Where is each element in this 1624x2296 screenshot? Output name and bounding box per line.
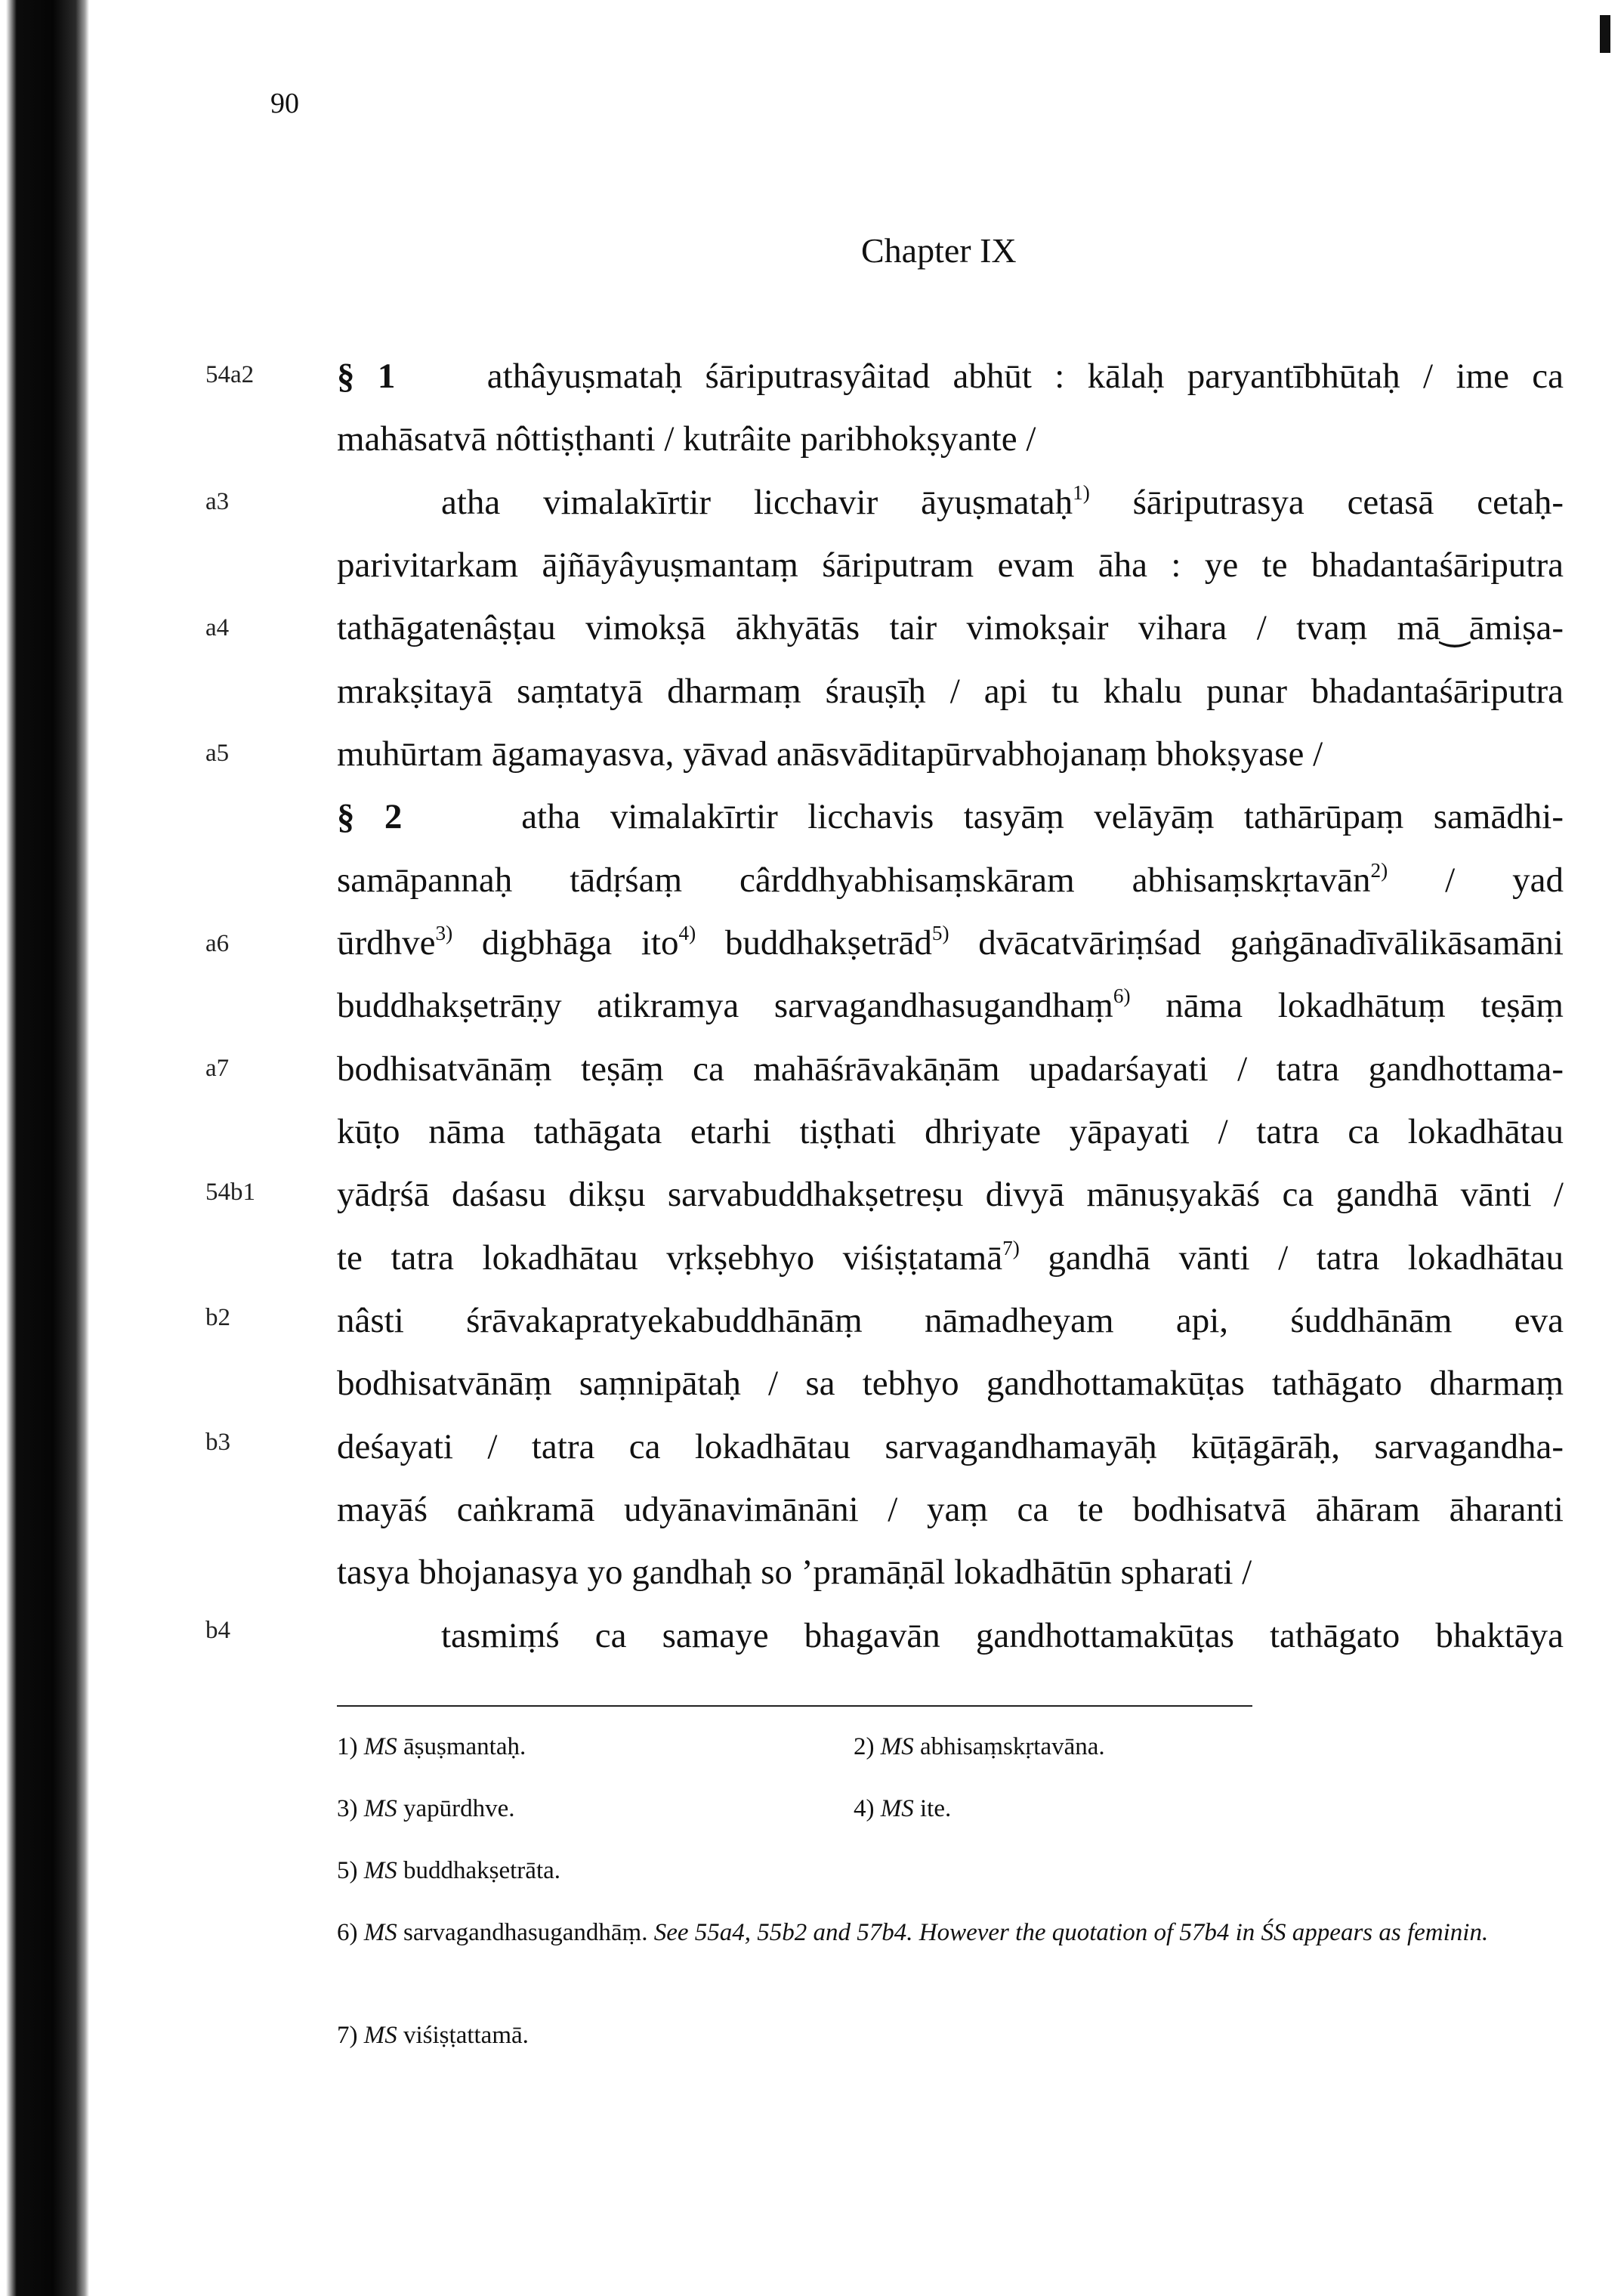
- text-line-18: deśayati / tatra ca lokadhātau sarvagandhamayāḥ kūṭāgārāḥ, sarvagandha-: [337, 1427, 1564, 1466]
- margin-label-a5: a5: [205, 740, 230, 767]
- margin-label-a7: a7: [205, 1055, 230, 1082]
- scan-corner-mark: [1600, 15, 1610, 53]
- footnote-ref-1: 1): [1073, 481, 1090, 504]
- margin-label-54a2: 54a2: [205, 361, 255, 388]
- text-line-16: nâsti śrāvakapratyekabuddhānāṃ nāmadheyam api, śuddhānām eva: [337, 1301, 1564, 1340]
- text-line-14: yādṛśā daśasu dikṣu sarvabuddhakṣetreṣu divyā mānuṣyakāś ca gandhā vānti /: [337, 1175, 1564, 1214]
- text-line-15: te tatra lokadhātau vṛkṣebhyo viśiṣṭatamā$^{7)}$ gandhā vānti / tatra lokadhātau: [337, 1236, 1564, 1278]
- footnote-4: 4) MS ite.: [854, 1795, 952, 1822]
- text-line-7: muhūrtam āgamayasva, yāvad anāsvāditapūrvabhojanaṃ bhokṣyase /: [337, 734, 1323, 774]
- footnote-ref-2: 2): [1370, 858, 1388, 882]
- footnote-2: 2) MS abhisaṃskṛtavāna.: [854, 1733, 1105, 1760]
- text-line-13: kūṭo nāma tathāgata etarhi tiṣṭhati dhriyate yāpayati / tatra ca lokadhātau: [337, 1112, 1564, 1151]
- footnote-ref-7: 7): [1002, 1236, 1020, 1259]
- footnote-6: 6) MS sarvagandhasugandhāṃ. See 55a4, 55b2 and 57b4. However the quotation of 57b4 in ŚS appears as feminin.: [337, 1919, 1489, 1946]
- text-line-1: § 1 athâyuṣmataḥ śāriputrasyâitad abhūt : kālaḥ paryantībhūtaḥ / ime ca: [337, 357, 1564, 396]
- text-line-8: § 2 atha vimalakīrtir licchavis tasyāṃ velāyāṃ tathārūpaṃ samādhi-: [337, 797, 1564, 836]
- margin-label-a4: a4: [205, 614, 230, 641]
- text-line-5: tathāgatenâṣṭau vimokṣā ākhyātās tair vimokṣair vihara / tvaṃ mā‿āmiṣa-: [337, 608, 1564, 647]
- text-line-2: mahāsatvā nôttiṣṭhanti / kutrâite paribhokṣyante /: [337, 419, 1036, 459]
- text-line-9: samāpannaḥ tādṛśaṃ cârddhyabhisaṃskāram abhisaṃskṛtavān$^{2)}$ / yad: [337, 858, 1564, 900]
- footnote-5: 5) MS buddhakṣetrāta.: [337, 1857, 561, 1884]
- section-mark-1: § 1: [337, 357, 396, 396]
- text-line-20: tasya bhojanasya yo gandhaḥ so ’pramāṇāl lokadhātūn spharati /: [337, 1553, 1252, 1592]
- text-line-21: tasmiṃś ca samaye bhagavān gandhottamakūṭas tathāgato bhaktāya: [441, 1616, 1564, 1655]
- footnote-3: 3) MS yapūrdhve.: [337, 1795, 515, 1822]
- margin-label-a6: a6: [205, 930, 230, 957]
- text-line-10: ūrdhve$^{3)}$ digbhāga ito$^{4)}$ buddhakṣetrād$^{5)}$ dvācatvāriṃśad gaṅgānadīvālikāsamāni: [337, 921, 1564, 963]
- margin-label-b3: b3: [205, 1429, 230, 1456]
- text-line-3: atha vimalakīrtir licchavir āyuṣmataḥ$^{1)}$ śāriputrasya cetasā cetaḥ-: [441, 481, 1564, 522]
- footnote-ref-6: 6): [1113, 984, 1131, 1007]
- footnote-ref-4: 4): [678, 921, 696, 944]
- footnote-7: 7) MS viśiṣṭattamā.: [337, 2022, 529, 2049]
- text-line-12: bodhisatvānāṃ teṣāṃ ca mahāśrāvakāṇām upadarśayati / tatra gandhottama-: [337, 1049, 1564, 1089]
- margin-label-a3: a3: [205, 488, 230, 515]
- footnote-divider: [337, 1705, 1252, 1707]
- text-line-6: mrakṣitayā saṃtatyā dharmaṃ śrauṣīḥ / api tu khalu punar bhadantaśāriputra: [337, 672, 1564, 711]
- footnote-ref-5: 5): [931, 921, 949, 944]
- text-line-4: parivitarkam ājñāyâyuṣmantaṃ śāriputram evam āha : ye te bhadantaśāriputra: [337, 545, 1564, 585]
- footnote-1: 1) MS āṣuṣmantaḥ.: [337, 1733, 526, 1760]
- chapter-title: Chapter IX: [861, 231, 1017, 270]
- section-mark-2: § 2: [337, 797, 403, 836]
- footnote-ref-3: 3): [435, 921, 453, 944]
- text-line-17: bodhisatvānāṃ saṃnipātaḥ / sa tebhyo gandhottamakūṭas tathāgato dharmaṃ: [337, 1364, 1564, 1403]
- text-line-19: mayāś caṅkramā udyānavimānāni / yaṃ ca te bodhisatvā āhāram āharanti: [337, 1490, 1564, 1529]
- text-line-11: buddhakṣetrāṇy atikramya sarvagandhasugandhaṃ$^{6)}$ nāma lokadhātuṃ teṣāṃ: [337, 984, 1564, 1025]
- margin-label-b4: b4: [205, 1617, 230, 1644]
- margin-label-b2: b2: [205, 1304, 230, 1331]
- page-number: 90: [270, 88, 299, 119]
- margin-label-54b1: 54b1: [205, 1179, 255, 1206]
- book-binding-shadow: [0, 0, 89, 2296]
